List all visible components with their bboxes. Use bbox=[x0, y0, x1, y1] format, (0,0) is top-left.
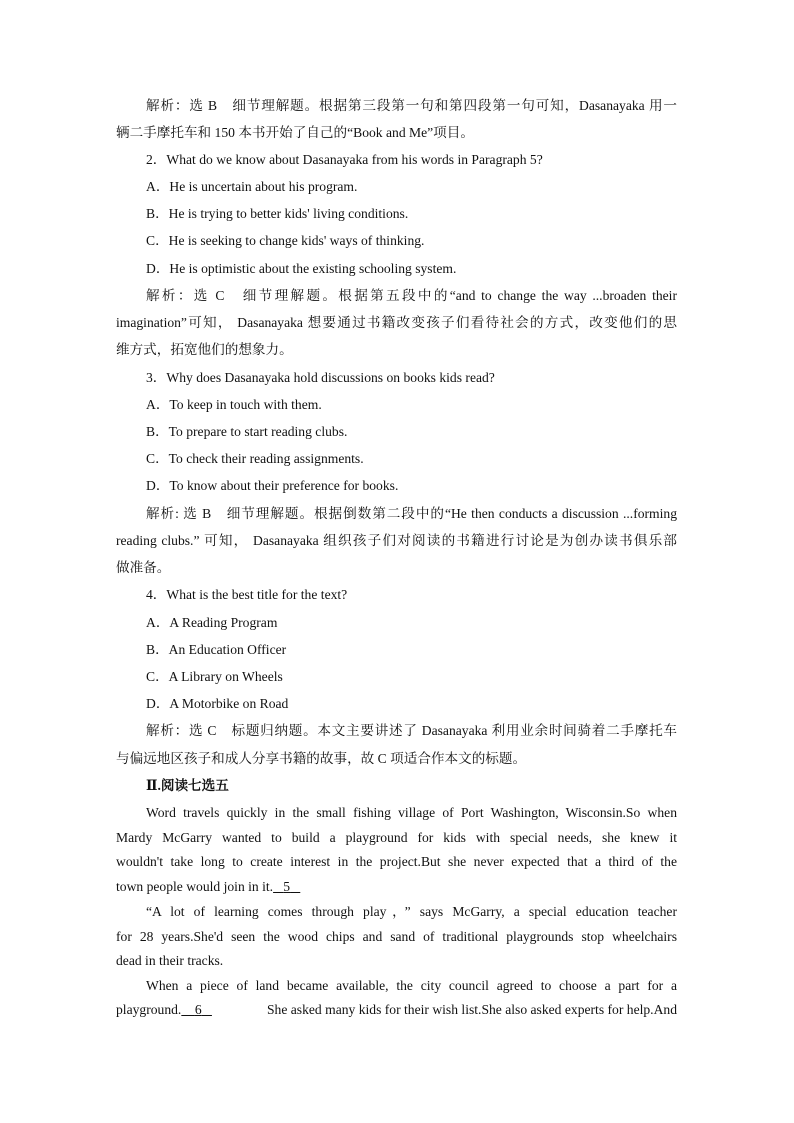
passage-line: Word travels quickly in the small fishing village of Port Washington, Wisconsin.So when bbox=[146, 805, 677, 820]
passage-text bbox=[116, 1001, 212, 1019]
passage-line-with-blank bbox=[116, 1001, 677, 1019]
q2-analysis-line: 解析：选 C 细节理解题。根据第五段中的“and to change the way ...broaden their bbox=[146, 288, 677, 303]
question-2-stem: 2．What do we know about Dasanayaka from his words in Paragraph 5? bbox=[146, 152, 543, 167]
passage-text: She asked many kids for their wish list.She also asked experts for help.And bbox=[266, 1002, 677, 1017]
q3-option-c: C．To check their reading assignments. bbox=[146, 451, 364, 466]
q2-option-d: D．He is optimistic about the existing schooling system. bbox=[146, 261, 457, 276]
passage-line: wouldn't take long to create interest in the project.But she never expected that a third of the bbox=[116, 854, 677, 869]
passage-line: for 28 years.She'd seen the wood chips and sand of traditional playgrounds stop wheelchairs bbox=[116, 929, 677, 944]
passage-text: playground. bbox=[116, 1002, 182, 1017]
q3-analysis-line: 解析: 选 B 细节理解题。根据倒数第二段中的“He then conducts a discussion ...forming bbox=[146, 506, 677, 521]
passage-line-with-blank bbox=[116, 878, 300, 896]
section-title: Ⅱ.阅读七选五 bbox=[146, 778, 229, 793]
blank-number: 6 bbox=[194, 1002, 202, 1017]
q2-option-c: C．He is seeking to change kids' ways of thinking. bbox=[146, 233, 425, 248]
question-4-stem: 4．What is the best title for the text? bbox=[146, 587, 348, 602]
q4-analysis-line: 解析：选 C 标题归纳题。本文主要讲述了 Dasanayaka 利用业余时间骑着二手摩托车 bbox=[146, 723, 677, 738]
q4-analysis-line: 与偏远地区孩子和成人分享书籍的故事，故 C 项适合作本文的标题。 bbox=[116, 751, 527, 766]
q3-analysis-line: reading clubs.” 可知， Dasanayaka 组织孩子们对阅读的书籍进行讨论是为创办读书俱乐部 bbox=[116, 533, 677, 548]
q2-analysis-line: 维方式，拓宽他们的想象力。 bbox=[116, 342, 293, 357]
passage-text: town people would join in it. bbox=[116, 879, 274, 894]
q2-option-b: B．He is trying to better kids' living conditions. bbox=[146, 206, 409, 221]
q4-option-b: B．An Education Officer bbox=[146, 642, 287, 657]
passage-line: dead in their tracks. bbox=[116, 953, 224, 968]
blank-6 bbox=[181, 1002, 212, 1017]
passage-line: When a piece of land became available, the city council agreed to choose a part for a bbox=[146, 978, 677, 993]
passage-line: “A lot of learning comes through play，” says McGarry, a special education teacher bbox=[146, 904, 677, 919]
q3-analysis-line: 做准备。 bbox=[116, 560, 171, 575]
blank-5 bbox=[273, 879, 300, 894]
q3-option-a: A．To keep in touch with them. bbox=[146, 397, 322, 412]
question-3-stem: 3．Why does Dasanayaka hold discussions on books kids read? bbox=[146, 370, 495, 385]
q3-option-d: D．To know about their preference for books. bbox=[146, 478, 399, 493]
passage-line: Mardy McGarry wanted to build a playground for kids with special needs, she knew it bbox=[116, 830, 677, 845]
q4-option-a: A．A Reading Program bbox=[146, 615, 278, 630]
blank-number: 5 bbox=[283, 879, 291, 894]
q2-option-a: A．He is uncertain about his program. bbox=[146, 179, 358, 194]
q3-option-b: B．To prepare to start reading clubs. bbox=[146, 424, 348, 439]
q4-option-c: C．A Library on Wheels bbox=[146, 669, 283, 684]
q1-analysis-line: 解析：选 B 细节理解题。根据第三段第一句和第四段第一句可知，Dasanayaka 用一 bbox=[146, 98, 677, 113]
q4-option-d: D．A Motorbike on Road bbox=[146, 696, 289, 711]
q1-analysis-line: 辆二手摩托车和 150 本书开始了自己的“Book and Me”项目。 bbox=[116, 125, 474, 140]
q2-analysis-line: imagination”可知， Dasanayaka 想要通过书籍改变孩子们看待社会的方式，改变他们的思 bbox=[116, 315, 677, 330]
